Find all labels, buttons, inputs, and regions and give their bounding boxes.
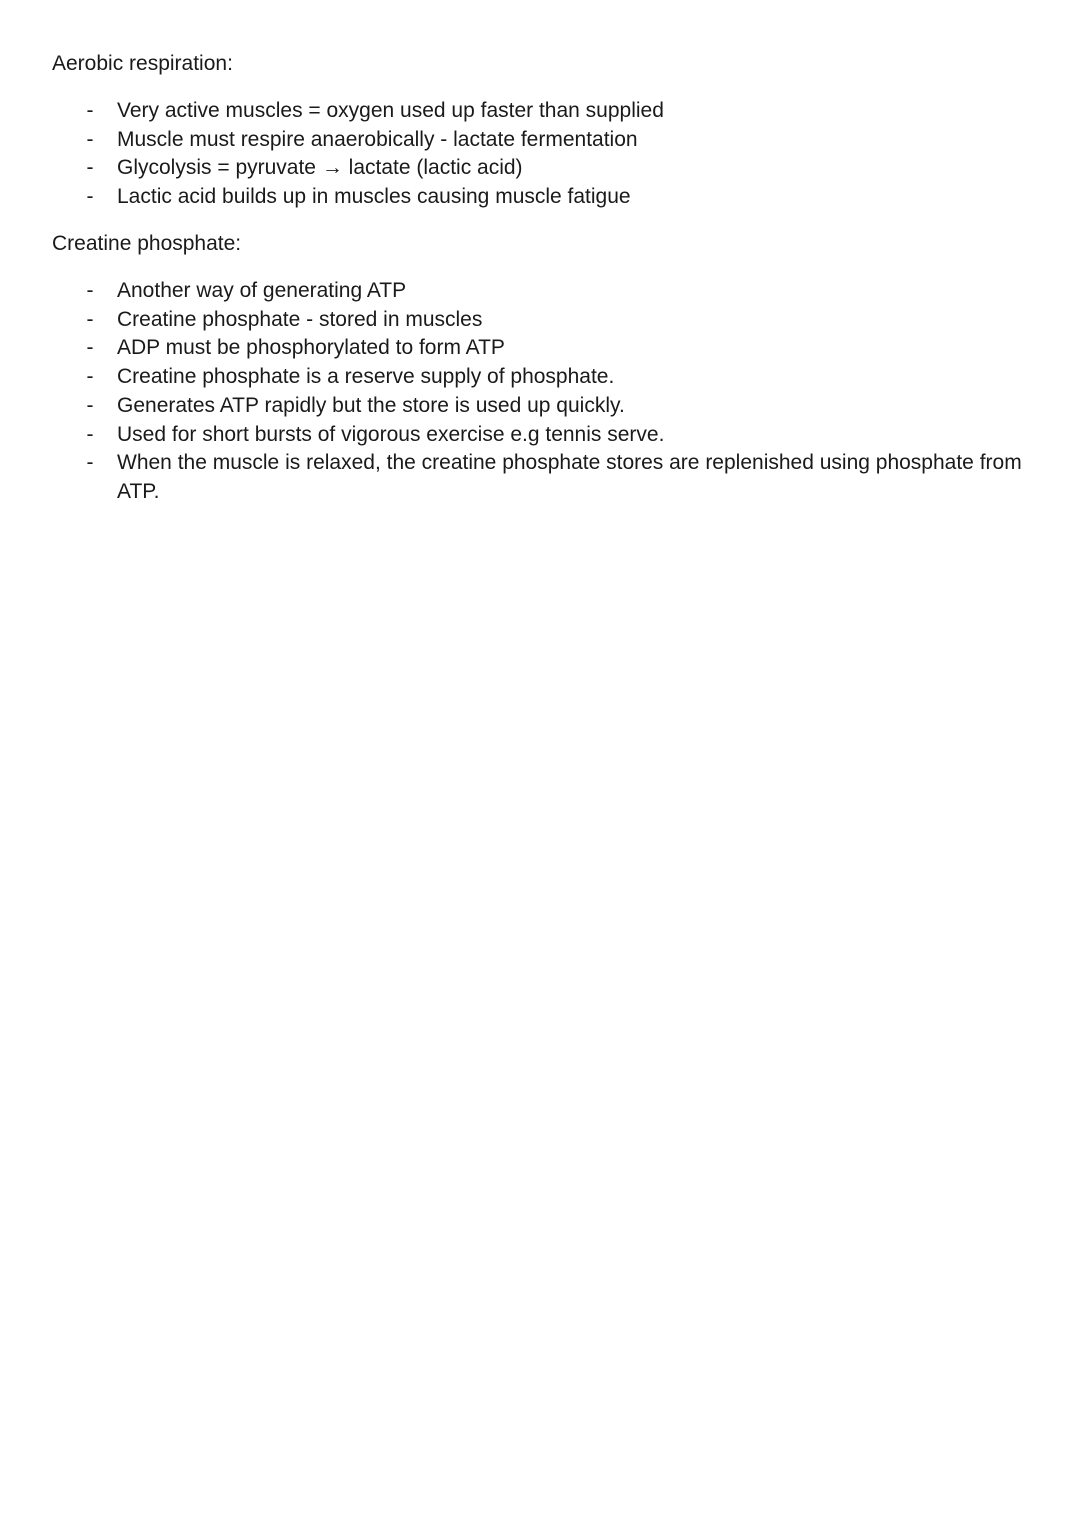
list-item — [0, 363, 1080, 392]
list-item — [0, 449, 1080, 506]
list-item — [0, 334, 1080, 363]
dash-bullet-icon: - — [86, 336, 94, 360]
dash-bullet-icon: - — [86, 422, 94, 446]
dash-bullet-icon: - — [86, 127, 94, 151]
dash-bullet-icon: - — [86, 185, 94, 209]
dash-bullet-icon: - — [86, 279, 94, 302]
list-item — [0, 154, 1080, 183]
list-item-text: Glycolysis = pyruvate → lactate (lactic acid) — [117, 156, 523, 180]
list-item — [0, 97, 1080, 126]
list-item-text: Very active muscles = oxygen used up faster than supplied — [117, 99, 664, 122]
list-item-text: Creatine phosphate is a reserve supply of phosphate. — [117, 365, 615, 389]
dash-bullet-icon: - — [86, 307, 94, 331]
dash-bullet-icon: - — [86, 451, 94, 475]
dash-bullet-icon: - — [86, 156, 94, 180]
bullet-list-aerobic-respiration — [0, 97, 1080, 212]
list-item-text: Creatine phosphate - stored in muscles — [117, 307, 483, 331]
list-item-text: Muscle must respire anaerobically - lactate fermentation — [117, 127, 638, 151]
list-item-text: Used for short bursts of vigorous exercise e.g tennis serve. — [117, 422, 665, 446]
list-item — [0, 421, 1080, 450]
list-item — [0, 392, 1080, 421]
list-item — [0, 126, 1080, 155]
dash-bullet-icon: - — [86, 99, 94, 122]
list-item — [0, 183, 1080, 212]
section-heading-creatine-phosphate: Creatine phosphate: — [52, 232, 242, 255]
list-item — [0, 306, 1080, 335]
list-item-text: Lactic acid builds up in muscles causing muscle fatigue — [117, 185, 631, 209]
list-item-text: ADP must be phosphorylated to form ATP — [117, 336, 505, 360]
dash-bullet-icon: - — [86, 393, 94, 417]
bullet-list-creatine-phosphate — [0, 277, 1080, 507]
section-heading-aerobic-respiration: Aerobic respiration: — [52, 52, 233, 75]
dash-bullet-icon: - — [86, 365, 94, 389]
list-item-text: Another way of generating ATP — [117, 279, 407, 302]
list-item-text: When the muscle is relaxed, the creatine phosphate stores are replenished using phosphate from ATP. — [117, 451, 1022, 503]
list-item-text: Generates ATP rapidly but the store is used up quickly. — [117, 393, 625, 417]
list-item — [0, 277, 1080, 306]
